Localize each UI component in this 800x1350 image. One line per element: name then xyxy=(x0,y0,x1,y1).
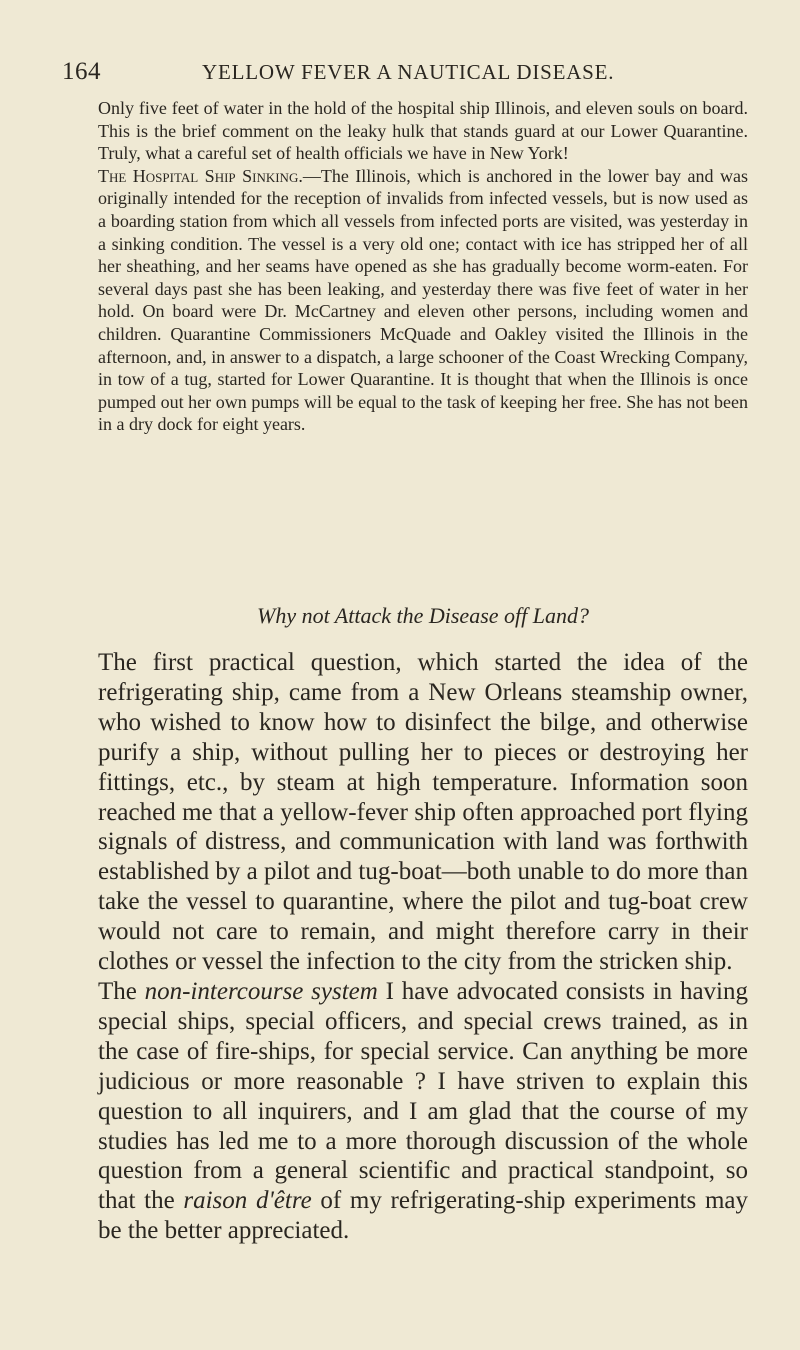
main-paragraph-2-part-b: I have advocated consists in having special ships, special officers, and special crews trained, as in the case of fire-ships, for special service. Can anything be more judicious or more reasonable ? I have striven to explain this question to all inquirers, and I am glad that the course of my studies has led me to a more thorough discussion of the whole question from a general scientific and practical standpoint, so that the xyxy=(98,977,748,1215)
news-paragraph-2 xyxy=(98,165,748,436)
news-paragraph-2-body: —The Illinois, which is anchored in the lower bay and was originally intended for the reception of invalids from infected vessels, but is now used as a boarding station from which all vessels from infected ports are visited, was yesterday in a sinking condition. The vessel is a very old one; contact with ice has stripped her of all her sheathing, and her seams have opened as she has gradually become worm-eaten. For several days past she has been leaking, and yesterday there was five feet of water in her hold. On board were Dr. McCartney and eleven other persons, including women and children. Quarantine Commissioners McQuade and Oakley visited the Illinois in the afternoon, and, in answer to a dispatch, a large schooner of the Coast Wrecking Company, in tow of a tug, started for Lower Quarantine. It is thought that when the Illinois is once pumped out her own pumps will be equal to the task of keeping her free. She has not been in a dry dock for eight years. xyxy=(98,165,748,435)
quoted-news-block xyxy=(98,97,748,436)
main-paragraph-2-part-c: of my refrigerating-ship experiments may be the better appreciated. xyxy=(98,1187,748,1245)
running-title: YELLOW FEVER A NAUTICAL DISEASE. xyxy=(202,60,615,84)
section-heading: Why not Attack the Disease off Land? xyxy=(257,603,589,628)
main-paragraph-2 xyxy=(98,977,748,1246)
main-paragraph-2-emphasis-2: raison d'être xyxy=(183,1187,312,1215)
main-text-block xyxy=(98,648,748,1246)
main-paragraph-2-part-a: The xyxy=(98,977,145,1005)
running-head xyxy=(62,58,620,88)
main-paragraph-2-emphasis: non-intercourse system xyxy=(144,977,378,1005)
news-paragraph-1: Only five feet of water in the hold of the hospital ship Illinois, and eleven souls on board. This is the brief comment on the leaky hulk that stands guard at our Lower Quarantine. Truly, what a careful set of health officials we have in New York! xyxy=(98,98,748,164)
page-number: 164 xyxy=(62,58,101,85)
news-paragraph-2-lead: The Hospital Ship Sinking. xyxy=(98,165,303,186)
main-paragraph-1: The first practical question, which started the idea of the refrigerating ship, came from a New Orleans steamship owner, who wished to know how to disinfect the bilge, and otherwise purify a ship, without pulling her to pieces or destroying her fittings, etc., by steam at high temperature. Information soon reached me that a yellow-fever ship often approached port flying signals of distress, and communication with land was forthwith established by a pilot and tug-boat—both unable to do more than take the vessel to quarantine, where the pilot and tug-boat crew would not care to remain, and might therefore carry in their clothes or vessel the infection to the city from the stricken ship. xyxy=(98,649,748,976)
